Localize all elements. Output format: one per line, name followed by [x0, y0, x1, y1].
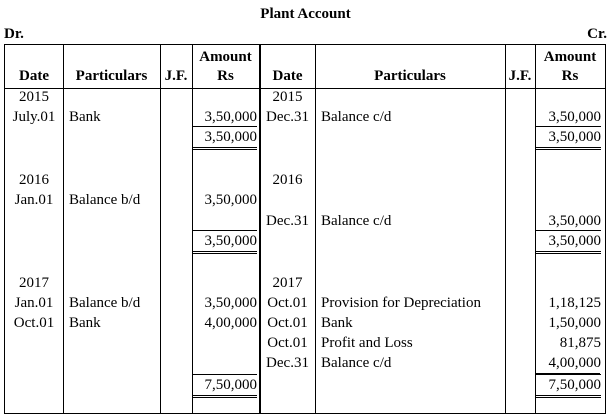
account-title: Plant Account	[260, 6, 351, 22]
debit-entry-amount: 3,50,000	[204, 109, 257, 125]
debit-total: 7,50,000	[193, 374, 257, 398]
credit-entry-date: Dec.31	[266, 355, 309, 371]
credit-total: 3,50,000	[536, 126, 601, 150]
credit-entry-amount: 1,50,000	[548, 315, 601, 331]
debit-entry-date: July.01	[12, 109, 56, 125]
credit-entry-amount: 1,18,125	[548, 295, 601, 311]
debit-year: 2015	[19, 89, 49, 105]
column-divider	[505, 45, 506, 413]
column-divider	[63, 45, 64, 413]
debit-entry-amount: 3,50,000	[204, 295, 257, 311]
header-rs-debit: Rs	[217, 68, 234, 84]
credit-total: 3,50,000	[536, 230, 601, 254]
debit-label: Dr.	[4, 26, 24, 42]
credit-entry-particulars: Provision for Depreciation	[321, 295, 481, 311]
debit-year: 2017	[19, 275, 49, 291]
column-divider	[192, 45, 193, 413]
debit-total: 3,50,000	[193, 126, 257, 150]
header-amount-debit: Amount	[199, 49, 252, 65]
header-rs-credit: Rs	[561, 68, 579, 84]
credit-entry-date: Oct.01	[267, 315, 308, 331]
header-jf-debit: J.F.	[164, 68, 188, 84]
credit-entry-date: Oct.01	[267, 295, 308, 311]
credit-entry-particulars: Balance c/d	[321, 109, 392, 125]
header-date-credit: Date	[272, 68, 303, 84]
debit-entry-date: Jan.01	[14, 192, 54, 208]
credit-year: 2017	[272, 275, 303, 291]
credit-entry-amount: 81,875	[559, 335, 601, 351]
credit-entry-particulars: Balance c/d	[321, 355, 392, 371]
debit-year: 2016	[19, 172, 49, 188]
credit-year: 2016	[272, 172, 303, 188]
credit-entry-date: Oct.01	[267, 335, 308, 351]
header-date-debit: Date	[19, 68, 49, 84]
header-particulars-credit: Particulars	[374, 68, 446, 84]
debit-entry-particulars: Bank	[69, 315, 101, 331]
credit-entry-amount: 3,50,000	[548, 109, 601, 125]
credit-entry-date: Dec.31	[266, 213, 309, 229]
credit-total: 7,50,000	[536, 374, 601, 398]
credit-label: Cr.	[587, 26, 607, 42]
debit-entry-date: Jan.01	[14, 295, 54, 311]
ledger-table	[4, 44, 606, 414]
column-divider	[315, 45, 316, 413]
debit-total: 3,50,000	[193, 230, 257, 254]
credit-entry-particulars: Balance c/d	[321, 213, 392, 229]
credit-entry-date: Dec.31	[266, 109, 309, 125]
header-particulars-debit: Particulars	[75, 68, 148, 84]
debit-entry-amount: 4,00,000	[204, 315, 257, 331]
debit-entry-particulars: Balance b/d	[69, 192, 141, 208]
credit-entry-amount: 3,50,000	[548, 213, 601, 229]
subtotal-rule	[536, 373, 600, 374]
credit-year: 2015	[272, 89, 303, 105]
debit-entry-particulars: Balance b/d	[69, 295, 141, 311]
credit-entry-particulars: Profit and Loss	[321, 335, 413, 351]
credit-entry-particulars: Bank	[321, 315, 353, 331]
debit-entry-amount: 3,50,000	[204, 192, 257, 208]
column-divider	[160, 45, 161, 413]
header-amount-credit: Amount	[543, 49, 597, 65]
credit-entry-amount: 4,00,000	[548, 355, 601, 371]
debit-entry-date: Oct.01	[13, 315, 55, 331]
header-jf-credit: J.F.	[508, 68, 532, 84]
debit-entry-particulars: Bank	[69, 109, 101, 125]
